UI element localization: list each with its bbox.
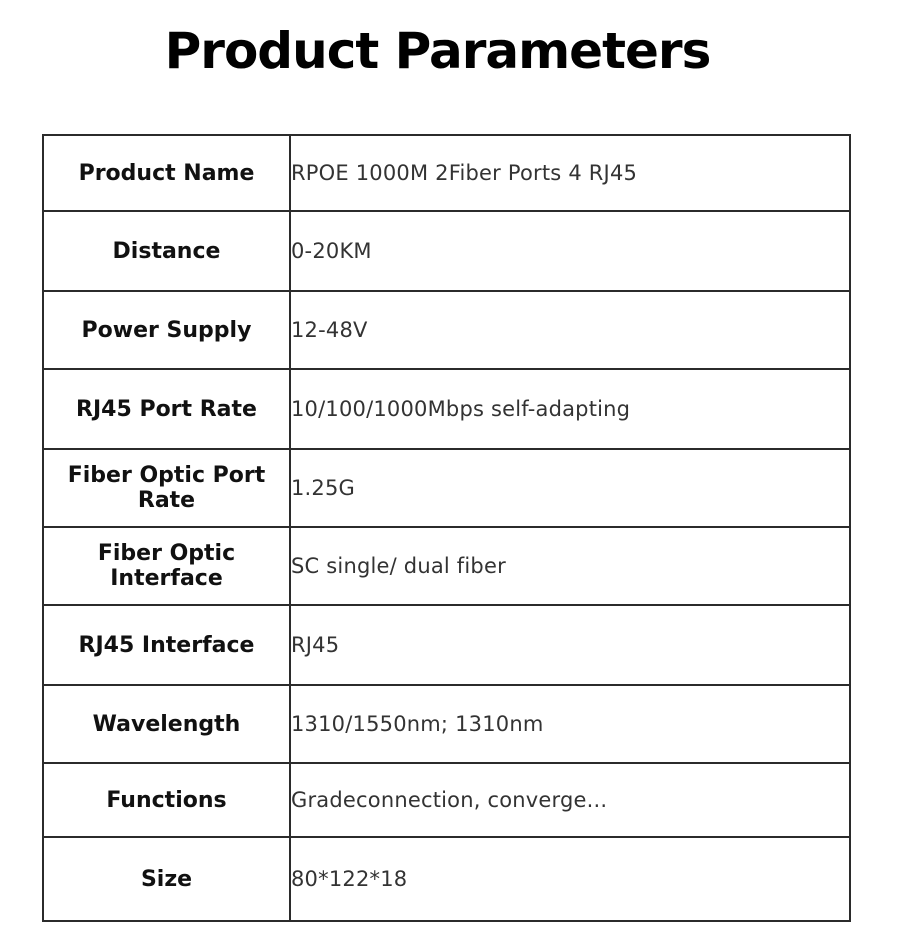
- parameter-value: 80*122*18: [290, 837, 850, 921]
- table-row: [43, 135, 850, 211]
- parameter-label: RJ45 Port Rate: [43, 369, 290, 449]
- parameter-label: Functions: [43, 763, 290, 837]
- parameter-label: Distance: [43, 211, 290, 291]
- parameter-label: Power Supply: [43, 291, 290, 369]
- parameter-value: 1310/1550nm; 1310nm: [290, 685, 850, 763]
- parameter-label: RJ45 Interface: [43, 605, 290, 685]
- page-title: Product Parameters: [164, 22, 711, 80]
- parameter-label: Product Name: [43, 135, 290, 211]
- parameter-value: RJ45: [290, 605, 850, 685]
- parameters-table: [42, 134, 851, 922]
- table-row: [43, 837, 850, 921]
- parameter-value: RPOE 1000M 2Fiber Ports 4 RJ45: [290, 135, 850, 211]
- parameter-label: Size: [43, 837, 290, 921]
- parameter-label: Fiber Optic Interface: [43, 527, 290, 605]
- table-row: [43, 449, 850, 527]
- table-row: [43, 527, 850, 605]
- table-row: [43, 763, 850, 837]
- table-row: [43, 291, 850, 369]
- parameter-value: 12-48V: [290, 291, 850, 369]
- table-row: [43, 605, 850, 685]
- table-row: [43, 369, 850, 449]
- parameter-value: 1.25G: [290, 449, 850, 527]
- parameter-value: 10/100/1000Mbps self-adapting: [290, 369, 850, 449]
- table-row: [43, 685, 850, 763]
- table-row: [43, 211, 850, 291]
- parameter-label: Fiber Optic Port Rate: [43, 449, 290, 527]
- parameter-value: 0-20KM: [290, 211, 850, 291]
- parameter-value: Gradeconnection, converge...: [290, 763, 850, 837]
- parameter-value: SC single/ dual fiber: [290, 527, 850, 605]
- parameter-label: Wavelength: [43, 685, 290, 763]
